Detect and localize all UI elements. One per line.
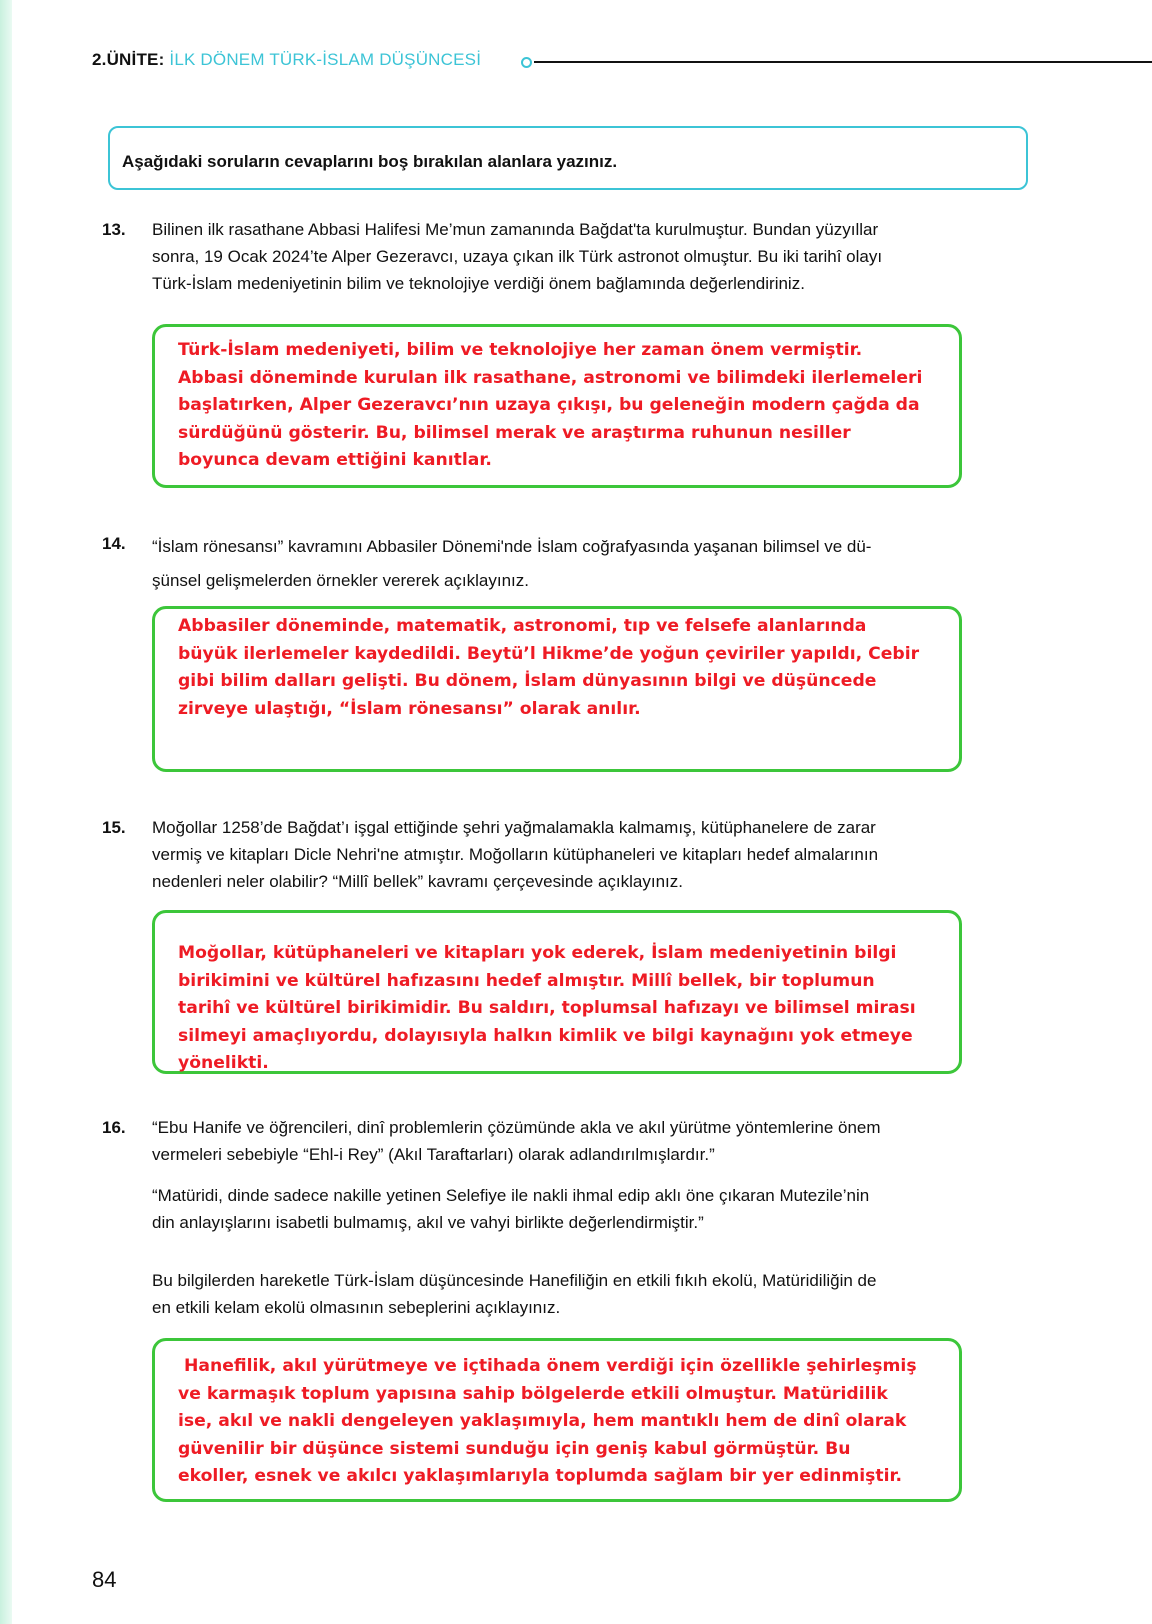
- question-line: sonra, 19 Ocak 2024’te Alper Gezeravcı, uzaya çıkan ilk Türk astronot olmuştur. Bu iki tarihî olayı: [152, 247, 883, 266]
- question-number: 15.: [102, 818, 126, 837]
- question-text: [152, 1267, 1032, 1321]
- question-text: [152, 530, 1032, 598]
- question-line: nedenleri neler olabilir? “Millî bellek” kavramı çerçevesinde açıklayınız.: [152, 872, 684, 891]
- left-edge-strip: [0, 0, 12, 1624]
- answer-line: tarihî ve kültürel birikimidir. Bu saldırı, toplumsal hafızayı ve bilimsel mirası: [178, 998, 916, 1019]
- question-line: Bilinen ilk rasathane Abbasi Halifesi Me’mun zamanında Bağdat'ta kurulmuştur. Bundan yüzyıllar: [152, 220, 879, 239]
- answer-line: Abbasiler döneminde, matematik, astronomi, tıp ve felsefe alanlarında: [178, 616, 867, 636]
- answer-line: güvenilir bir düşünce sistemi sunduğu için geniş kabul görmüştür. Bu: [178, 1438, 851, 1459]
- answer-box[interactable]: [152, 606, 962, 772]
- question-line: din anlayışlarını isabetli bulmamış, akıl ve vahyi birlikte değerlendirmiştir.”: [152, 1213, 704, 1232]
- question-text: [152, 814, 1032, 895]
- answer-text: [178, 1353, 959, 1491]
- answer-box[interactable]: [152, 1338, 962, 1502]
- question-number: 14.: [102, 534, 126, 553]
- header-rule: [534, 61, 1152, 63]
- question-line: Moğollar 1258’de Bağdat’ı işgal ettiğinde şehri yağmalamakla kalmamış, kütüphanelere de zarar: [152, 818, 876, 837]
- page-number: 84: [92, 1567, 117, 1592]
- question-quote: [152, 1182, 1032, 1236]
- instruction-box: [108, 126, 1028, 190]
- answer-line: ekoller, esnek ve akılcı yaklaşımlarıyla toplumda sağlam bir yer edinmiştir.: [178, 1466, 903, 1487]
- question-number: 13.: [102, 220, 126, 239]
- question-line: şünsel gelişmelerden örnekler vererek açıklayınız.: [152, 571, 530, 590]
- question-line: en etkili kelam ekolü olmasının sebeplerini açıklayınız.: [152, 1298, 561, 1317]
- header-circle-icon: [521, 57, 532, 68]
- answer-line: gibi bilim dalları gelişti. Bu dönem, İslam dünyasının bilgi ve düşüncede: [178, 671, 877, 692]
- answer-line: Türk-İslam medeniyeti, bilim ve teknolojiye her zaman önem vermiştir.: [178, 340, 863, 360]
- question-line: “Matüridi, dinde sadece nakille yetinen Selefiye ile nakli ihmal edip aklı öne çıkaran Mutezile’nin: [152, 1186, 870, 1205]
- answer-line: ve karmaşık toplum yapısına sahip bölgelerde etkili olmuştur. Matüridilik: [178, 1383, 888, 1404]
- answer-text: [178, 337, 959, 475]
- answer-box[interactable]: [152, 910, 962, 1074]
- answer-box[interactable]: [152, 324, 962, 488]
- question-text: [152, 216, 1032, 297]
- answer-line: Hanefilik, akıl yürütmeye ve içtihada önem verdiği için özellikle şehirleşmiş: [178, 1356, 917, 1376]
- unit-header: [92, 50, 481, 74]
- answer-line: silmeyi amaçlıyordu, dolayısıyla halkın kimlik ve bilgi kaynağını yok etmeye: [178, 1025, 913, 1046]
- question-quote: [152, 1114, 1032, 1168]
- answer-text: [178, 613, 959, 723]
- answer-line: birikimini ve kültürel hafızasını hedef almıştır. Millî bellek, bir toplumun: [178, 970, 875, 991]
- answer-text: [178, 940, 959, 1078]
- question-number: 16.: [102, 1118, 126, 1137]
- answer-line: zirveye ulaştığı, “İslam rönesansı” olarak anılır.: [178, 698, 641, 719]
- answer-line: Abbasi döneminde kurulan ilk rasathane, astronomi ve bilimdeki ilerlemeleri: [178, 367, 923, 388]
- question-line: Bu bilgilerden hareketle Türk-İslam düşüncesinde Hanefiliğin en etkili fıkıh ekolü, Matüridiliğin de: [152, 1271, 877, 1290]
- question-line: Türk-İslam medeniyetinin bilim ve teknolojiye verdiği önem bağlamında değerlendiriniz.: [152, 274, 805, 293]
- answer-line: sürdüğünü gösterir. Bu, bilimsel merak ve araştırma ruhunun nesiller: [178, 422, 851, 443]
- instruction-text: Aşağıdaki soruların cevaplarını boş bırakılan alanlara yazınız.: [122, 152, 618, 171]
- answer-line: ise, akıl ve nakli dengeleyen yaklaşımıyla, hem mantıklı hem de dinî olarak: [178, 1411, 907, 1432]
- question-line: vermeleri sebebiyle “Ehl-i Rey” (Akıl Taraftarları) olarak adlandırılmışlardır.”: [152, 1145, 715, 1164]
- question-line: “Ebu Hanife ve öğrencileri, dinî problemlerin çözümünde akla ve akıl yürütme yöntemlerine önem: [152, 1118, 881, 1137]
- unit-label: 2.ÜNİTE:: [92, 50, 165, 69]
- answer-line: büyük ilerlemeler kaydedildi. Beytü’l Hikme’de yoğun çeviriler yapıldı, Cebir: [178, 643, 920, 664]
- unit-topic: İLK DÖNEM TÜRK-İSLAM DÜŞÜNCESİ: [169, 50, 482, 69]
- answer-line: yönelikti.: [178, 1053, 269, 1074]
- answer-line: boyunca devam ettiğini kanıtlar.: [178, 450, 492, 471]
- question-line: “İslam rönesansı” kavramını Abbasiler Dönemi'nde İslam coğrafyasında yaşanan bilimsel ve dü-: [152, 537, 872, 556]
- answer-line: Moğollar, kütüphaneleri ve kitapları yok ederek, İslam medeniyetinin bilgi: [178, 943, 897, 963]
- question-line: vermiş ve kitapları Dicle Nehri'ne atmıştır. Moğolların kütüphaneleri ve kitapları hedef almalarının: [152, 845, 879, 864]
- answer-line: başlatırken, Alper Gezeravcı’nın uzaya çıkışı, bu geleneğin modern çağda da: [178, 395, 920, 416]
